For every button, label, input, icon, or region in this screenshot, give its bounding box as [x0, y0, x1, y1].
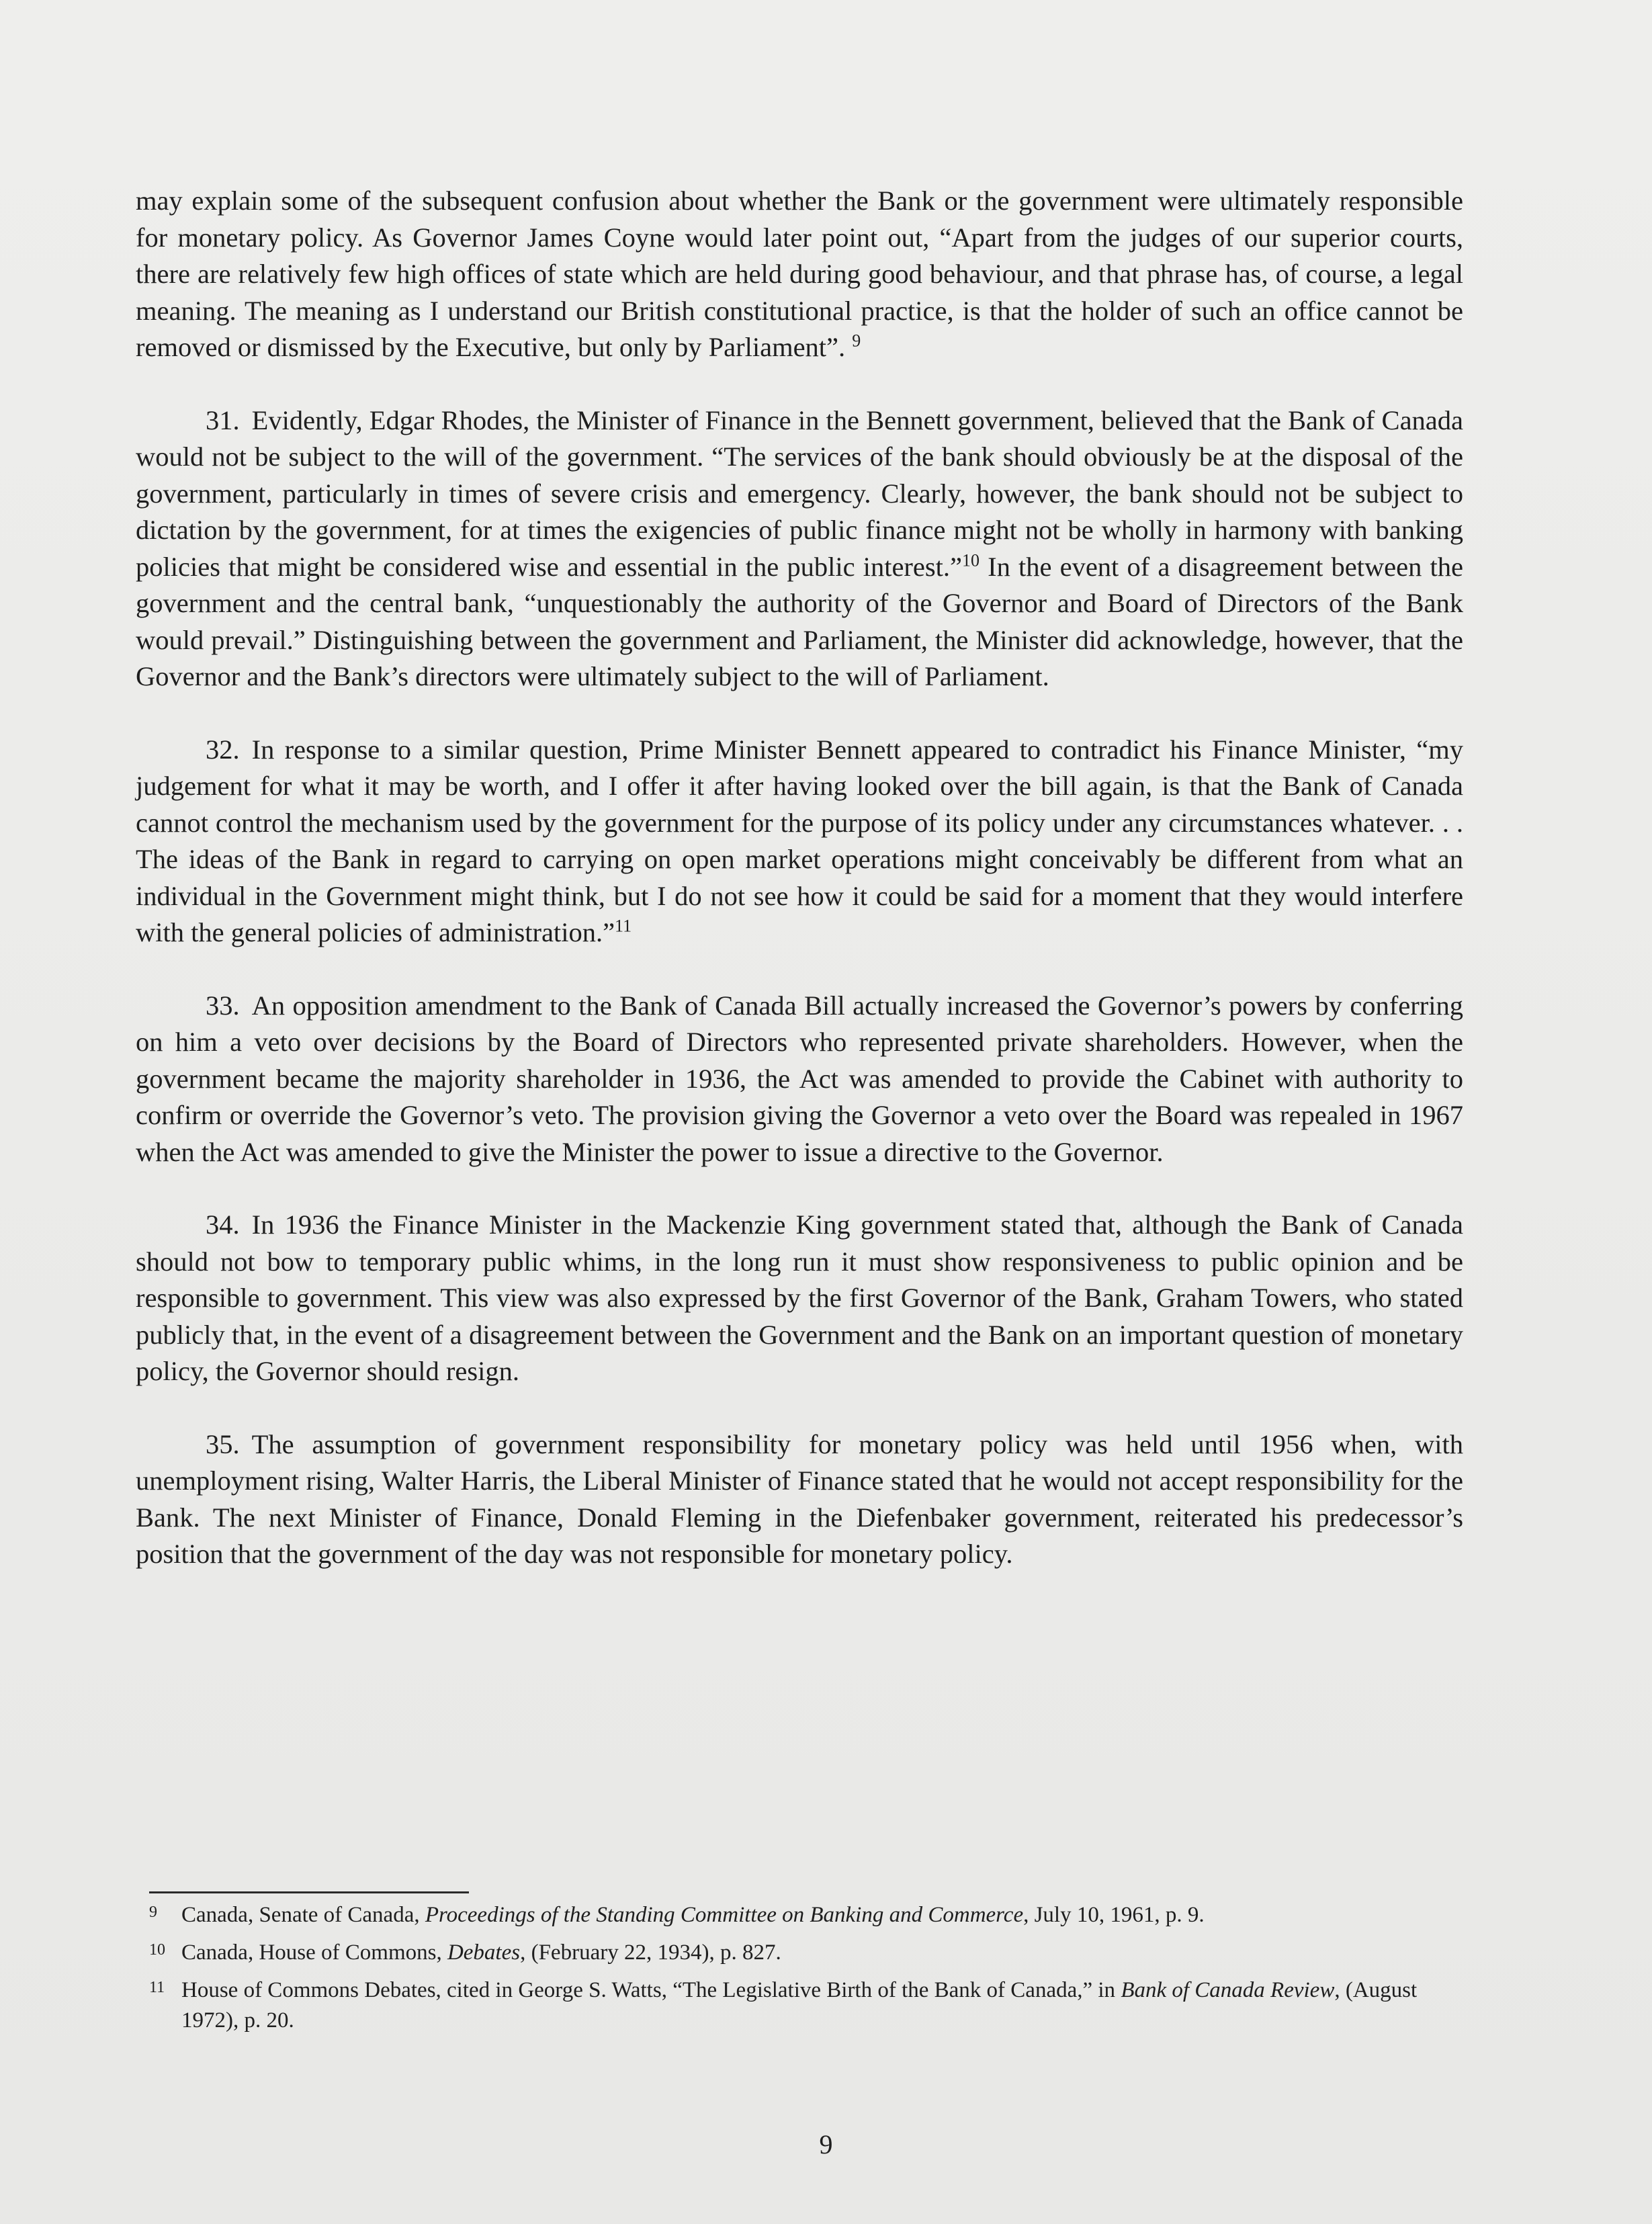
footnote-text: Canada, House of Commons, — [181, 1940, 447, 1965]
paragraph-number: 33. — [206, 990, 240, 1021]
footnote-title: Proceedings of the Standing Committee on Banking and Commerce — [425, 1903, 1024, 1927]
paragraph-35 — [136, 1426, 1463, 1573]
footnote-text: House of Commons Debates, cited in George S. Watts, “The Legislative Birth of the Bank of Canada,” in — [181, 1978, 1121, 2002]
footnote-mark: 9 — [149, 1904, 157, 1921]
footnote-ref-11[interactable]: 11 — [615, 916, 632, 936]
footnote-mark: 10 — [149, 1941, 165, 1959]
paragraph-31 — [136, 402, 1463, 695]
footnote-11 — [149, 1975, 1463, 2036]
footnote-ref-10[interactable]: 10 — [962, 550, 980, 570]
body-text — [136, 183, 1463, 1609]
footnotes — [149, 1900, 1463, 2043]
footnote-ref-9[interactable]: 9 — [852, 331, 861, 351]
paragraph-text: In 1936 the Finance Minister in the Mackenzie King government stated that, although the Bank of Canada should not bow to temporary public whims, in the long run it must show responsiveness to public opinion and be responsible to government. This view was also expressed by the first Governor of the Bank, Graham Towers, who stated publicly that, in the event of a disagreement between the Government and the Bank on an important question of monetary policy, the Governor should resign. — [136, 1209, 1463, 1386]
footnote-text-end: , (February 22, 1934), p. 827. — [520, 1940, 781, 1965]
page-number: 9 — [819, 2129, 833, 2159]
footnote-text: Canada, Senate of Canada, — [181, 1903, 425, 1927]
footnote-title: Bank of Canada Review — [1121, 1978, 1335, 2002]
footnote-10 — [149, 1938, 1463, 1968]
paragraph-text: In response to a similar question, Prime Minister Bennett appeared to contradict his Finance Minister, “my judgement for what it may be worth, and I offer it after having looked over the bill again, is that the Bank of Canada cannot control the mechanism used by the government for the purpose of its policy under any circumstances whatever. . . The ideas of the Bank in regard to carrying on open market operations might conceivably be different from what an individual in the Government might think, but I do not see how it could be said for a moment that they would interfere with the general policies of administration.” — [136, 734, 1463, 947]
footnote-text-end: , July 10, 1961, p. 9. — [1023, 1903, 1205, 1927]
paragraph-text-continued: In the event of a disagreement between the government and the central bank, “unquestionably the authority of the Governor and Board of Directors of the Bank would prevail.” Distinguishing between the government and Parliament, the Minister did acknowledge, however, that the Governor and the Bank’s directors were ultimately subject to the will of Parliament. — [136, 551, 1463, 691]
footnote-title: Debates — [447, 1940, 521, 1965]
paragraph-number: 34. — [206, 1209, 240, 1240]
paragraph-number: 35. — [206, 1428, 240, 1459]
paragraph-number: 31. — [206, 404, 240, 435]
paragraph-34 — [136, 1207, 1463, 1390]
paragraph-number: 32. — [206, 734, 240, 765]
paragraph-32 — [136, 732, 1463, 951]
paragraph-text: The assumption of government responsibility for monetary policy was held until 1956 when, with unemployment rising, Walter Harris, the Liberal Minister of Finance stated that he would not accept responsibility for the Bank. The next Minister of Finance, Donald Fleming in the Diefenbaker government, reiterated his predecessor’s position that the government of the day was not responsible for monetary policy. — [136, 1428, 1463, 1569]
paragraph-continued — [136, 183, 1463, 366]
footnote-text-end: , (August 1972), p. 20. — [181, 1978, 1418, 2033]
footnote-9 — [149, 1900, 1463, 1930]
paragraph-text: may explain some of the subsequent confusion about whether the Bank or the government were ultimately responsible for monetary policy. As Governor James Coyne would later point out, “Apart from the judges of our superior courts, there are relatively few high offices of state which are held during good behaviour, and that phrase has, of course, a legal meaning. The meaning as I understand our British constitutional practice, is that the holder of such an office cannot be removed or dismissed by the Executive, but only by Parliament”. — [136, 185, 1463, 362]
footnote-mark: 11 — [149, 1979, 165, 1996]
paragraph-33 — [136, 988, 1463, 1171]
paragraph-text: Evidently, Edgar Rhodes, the Minister of Finance in the Bennett government, believed that the Bank of Canada would not be subject to the will of the government. “The services of the bank should obviously be at the disposal of the government, particularly in times of severe crisis and emergency. Clearly, however, the bank should not be subject to dictation by the government, for at times the exigencies of public finance might not be wholly in harmony with banking policies that might be considered wise and essential in the public interest.” — [136, 404, 1463, 582]
paragraph-text: An opposition amendment to the Bank of Canada Bill actually increased the Governor’s powers by conferring on him a veto over decisions by the Board of Directors who represented private shareholders. However, when the government became the majority shareholder in 1936, the Act was amended to provide the Cabinet with authority to confirm or override the Governor’s veto. The provision giving the Governor a veto over the Board was repealed in 1967 when the Act was amended to give the Minister the power to issue a directive to the Governor. — [136, 990, 1463, 1167]
footnote-divider — [149, 1891, 469, 1893]
